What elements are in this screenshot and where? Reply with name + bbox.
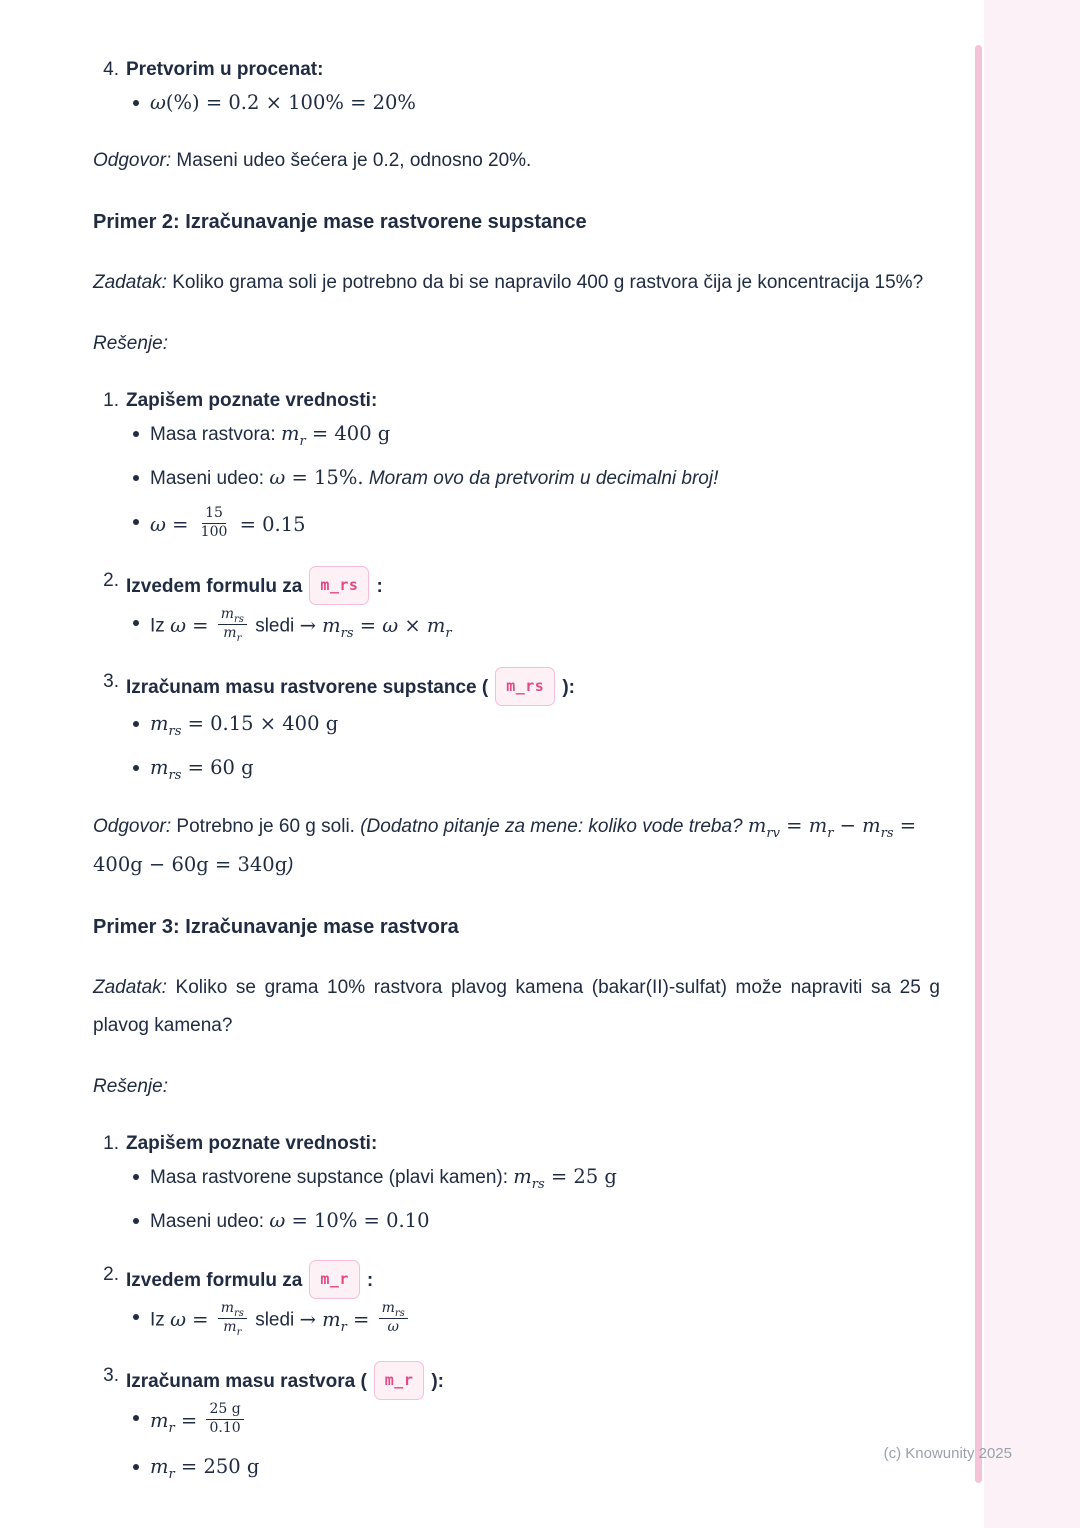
bullet-item <box>126 463 940 494</box>
step-title <box>126 1260 940 1299</box>
code-chip: m_rs <box>495 667 555 706</box>
step-number: 3. <box>103 1365 119 1386</box>
step-title <box>126 1361 940 1400</box>
bullet-note: Moram ovo da pretvorim u decimalni broj! <box>363 468 719 489</box>
step-title-text: Zapišem poznate vrednosti: <box>126 390 378 411</box>
step-title-colon: ): <box>562 677 575 698</box>
step-title <box>126 566 940 605</box>
math-expression: $m_{rs} = 25$ g <box>513 1165 617 1192</box>
math-expression: ω(%) = 0.2 × 100% = 20% <box>150 91 416 114</box>
bullet-text: sledi <box>249 1309 300 1331</box>
step-title <box>126 386 940 416</box>
bullet-list <box>126 1302 940 1338</box>
answer-label: Odgovor: <box>93 150 172 171</box>
math-expression: $m_r = 250$ g <box>150 1455 260 1482</box>
answer-paragraph <box>93 142 940 180</box>
bullet-list <box>126 709 940 784</box>
task-text: Koliko se grama 10% rastvora plavog kamena (bakar(II)-sulfat) može napraviti sa 25 g plavog kamena? <box>93 977 940 1036</box>
step-number: 2. <box>103 1264 119 1285</box>
math-expression: $m_{rv} = m_r - m_{rs} = 400g - 60g = 340g$ <box>93 814 917 876</box>
math-expression: $m_{rs} = 0.15 \times 400$ g <box>150 712 339 739</box>
bullet-list <box>126 88 940 119</box>
numbered-step-3 <box>93 667 940 784</box>
step-title-colon: : <box>366 1270 374 1291</box>
bullet-list <box>126 608 940 644</box>
math-expression: $m_{rs} = 60$ g <box>150 756 254 783</box>
step-title-colon: ): <box>431 1371 445 1392</box>
step-number: 2. <box>103 570 119 591</box>
step-title-text: Izračunam masu rastvorene supstance ( <box>126 677 489 698</box>
math-expression: ω = 15%. <box>269 466 364 489</box>
task-label: Zadatak: <box>93 272 167 293</box>
answer-paragraph <box>93 807 940 885</box>
step-body <box>126 1260 940 1338</box>
math-expression: $m_r = 400$ g <box>280 422 391 449</box>
step-body <box>126 667 940 784</box>
bullet-item <box>126 1206 940 1237</box>
bullet-item <box>126 1452 940 1483</box>
bullet-text: Maseni udeo: <box>150 1211 270 1232</box>
bullet-item <box>126 419 940 450</box>
copyright-footer: (c) Knowunity 2025 <box>883 1445 1012 1462</box>
math-expression: ω = $\frac{m_{rs}}{m_r}$ <box>170 1308 250 1331</box>
answer-note-end: ) <box>287 855 294 876</box>
bullet-item <box>126 1302 940 1338</box>
task-text: Koliko grama soli je potrebno da bi se napravilo 400 g rastvora čija je koncentracija 15%? <box>166 272 924 293</box>
step-title-text: Izračunam masu rastvora ( <box>126 1371 367 1392</box>
bullet-text: Masa rastvorene supstance (plavi kamen): <box>150 1167 514 1188</box>
bullet-list <box>126 419 940 543</box>
step-title <box>126 55 940 85</box>
bullet-text: Iz <box>150 615 171 637</box>
bullet-text: sledi <box>249 615 300 637</box>
section-heading-primer3: Primer 3: Izračunavanje mase rastvora <box>93 916 459 938</box>
math-expression: → $m_r$ = $\frac{m_{rs}}{\omega}$ <box>300 1308 411 1331</box>
bullet-text: Masa rastvora: <box>150 424 281 445</box>
answer-text: Maseni udeo šećera je 0.2, odnosno 20%. <box>171 150 532 171</box>
solution-label-paragraph <box>93 325 940 363</box>
step-number: 1. <box>103 1133 119 1154</box>
bullet-item <box>126 1162 940 1193</box>
step-body <box>126 386 940 543</box>
math-expression: ω = 10% = 0.10 <box>269 1209 430 1232</box>
numbered-step-2 <box>93 1260 940 1338</box>
bullet-item <box>126 608 940 644</box>
bullet-text: Maseni udeo: <box>150 468 270 489</box>
math-expression: ω = $\frac{m_{rs}}{m_r}$ <box>170 614 250 637</box>
numbered-step-4 <box>93 55 940 119</box>
numbered-step-1 <box>93 1129 940 1237</box>
step-title-colon: : <box>376 576 383 597</box>
step-title-text: Pretvorim u procenat: <box>126 59 324 80</box>
answer-text: Potrebno je 60 g soli. <box>171 816 361 837</box>
math-expression: ω = $\frac{15}{100}$ = 0.15 <box>150 505 306 540</box>
step-title-text: Zapišem poznate vrednosti: <box>126 1133 378 1154</box>
task-paragraph <box>93 264 940 302</box>
step-body <box>126 566 940 644</box>
code-chip: m_r <box>374 1361 425 1400</box>
step-number: 3. <box>103 671 119 692</box>
bullet-item <box>126 1403 940 1439</box>
solution-label: Rešenje: <box>93 1076 168 1097</box>
answer-note: (Dodatno pitanje za mene: koliko vode treba? <box>360 816 748 837</box>
numbered-step-2 <box>93 566 940 644</box>
step-title <box>126 667 940 706</box>
bullet-item <box>126 507 940 543</box>
task-paragraph <box>93 969 940 1045</box>
step-body <box>126 1129 940 1237</box>
numbered-step-1 <box>93 386 940 543</box>
task-label: Zadatak: <box>93 977 167 998</box>
step-body <box>126 1361 940 1483</box>
answer-label: Odgovor: <box>93 816 172 837</box>
step-number: 4. <box>103 59 119 80</box>
bullet-text: Iz <box>150 1309 171 1331</box>
bullet-list <box>126 1162 940 1237</box>
bullet-item <box>126 709 940 740</box>
bullet-item <box>126 88 940 119</box>
step-number: 1. <box>103 390 119 411</box>
step-title <box>126 1129 940 1159</box>
step-title-text: Izvedem formulu za <box>126 576 303 597</box>
section-heading-primer2: Primer 2: Izračunavanje mase rastvorene supstance <box>93 211 587 233</box>
code-chip: m_rs <box>309 566 369 605</box>
bullet-list <box>126 1403 940 1483</box>
solution-label-paragraph <box>93 1068 940 1106</box>
bullet-item <box>126 753 940 784</box>
numbered-step-3 <box>93 1361 940 1483</box>
math-expression: $m_r$ = $\frac{25 g}{0.10}$ <box>150 1409 247 1432</box>
step-body <box>126 55 940 119</box>
math-expression: → $m_{rs} = \omega \times m_r$ <box>299 613 452 641</box>
step-title-text: Izvedem formulu za <box>126 1270 303 1291</box>
code-chip: m_r <box>309 1260 360 1299</box>
solution-label: Rešenje: <box>93 333 168 354</box>
